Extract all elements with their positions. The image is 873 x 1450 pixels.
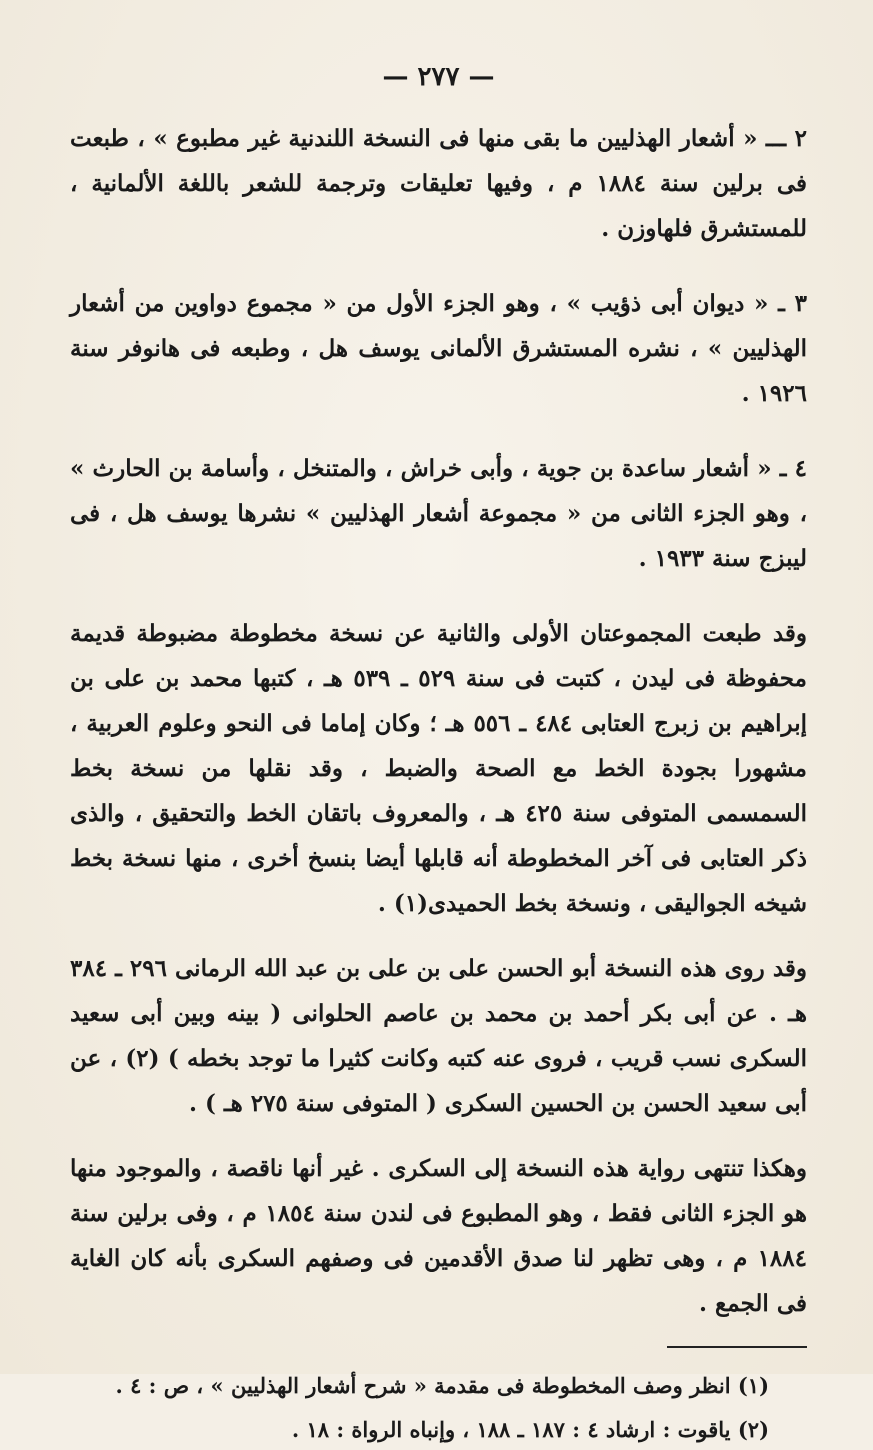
footnote-2: (٢) ياقوت : ارشاد ٤ : ١٨٧ ـ ١٨٨ ، وإنباه الرواة : ١٨ . [291, 1417, 769, 1442]
footnote-1: (١) انظر وصف المخطوطة فى مقدمة « شرح أشعار الهذليين » ، ص : ٤ . [115, 1373, 769, 1398]
paragraph-manuscript: وقد طبعت المجموعتان الأولى والثانية عن نسخة مخطوطة مضبوطة قديمة محفوظة فى ليدن ، كتبت فى سنة ٥٢٩ ـ ٥٣٩ هـ ، كتبها محمد بن على بن إبراهيم بن زبرج العتابى ٤٨٤ ـ ٥٥٦ هـ ؛ وكان إماما فى النحو وعلوم العربية ، مشهورا بجودة الخط مع الصحة والضبط ، وقد نقلها من نسخة بخط السمسمى المتوفى سنة ٤٢٥ هـ ، والمعروف باتقان الخط والتحقيق ، والذى ذكر العتابى فى آخر المخطوطة أنه قابلها أيضا بنسخ أخرى ، منها نسخة بخط شيخه الجواليقى ، ونسخة بخط الحميدى(١) . [70, 620, 808, 917]
paragraph-item-3: ٣ ـ « ديوان أبى ذؤيب » ، وهو الجزء الأول من « مجموع دواوين من أشعار الهذليين » ، نشره المستشرق الألمانى يوسف هل ، وطبعه فى هانوفر سنة ١٩٢٦ . [70, 290, 807, 407]
footnote-divider [667, 1346, 807, 1348]
paragraph-conclusion: وهكذا تنتهى رواية هذه النسخة إلى السكرى . غير أنها ناقصة ، والموجود منها هو الجزء الثانى فقط ، وهو المطبوع فى لندن سنة ١٨٥٤ م ، وفى برلين سنة ١٨٨٤ م ، وهى تظهر لنا صدق الأقدمين فى وصفهم السكرى بأنه كان الغاية فى الجمع . [70, 1155, 807, 1317]
paragraph-transmission: وقد روى هذه النسخة أبو الحسن على بن على بن عبد الله الرمانى ٢٩٦ ـ ٣٨٤ هـ . عن أبى بكر أحمد بن محمد بن عاصم الحلوانى ( بينه وبين أبى سعيد السكرى نسب قريب ، فروى عنه كتبه وكانت كثيرا ما توجد بخطه ) (٢) ، عن أبى سعيد الحسن بن الحسين السكرى ( المتوفى سنة ٢٧٥ هـ ) . [70, 955, 807, 1117]
paragraph-item-4: ٤ ـ « أشعار ساعدة بن جوية ، وأبى خراش ، والمتنخل ، وأسامة بن الحارث » ، وهو الجزء الثانى من « مجموعة أشعار الهذليين » نشرها يوسف هل ، فى ليبزج سنة ١٩٣٣ . [70, 455, 807, 572]
page-number: — ٢٧٧ — [382, 62, 495, 92]
paragraph-item-2: ٢ ـــ « أشعار الهذليين ما بقى منها فى النسخة اللندنية غير مطبوع » ، طبعت فى برلين سنة ١٨٨٤ م ، وفيها تعليقات وترجمة للشعر باللغة الألمانية ، للمستشرق فلهاوزن . [70, 125, 808, 242]
